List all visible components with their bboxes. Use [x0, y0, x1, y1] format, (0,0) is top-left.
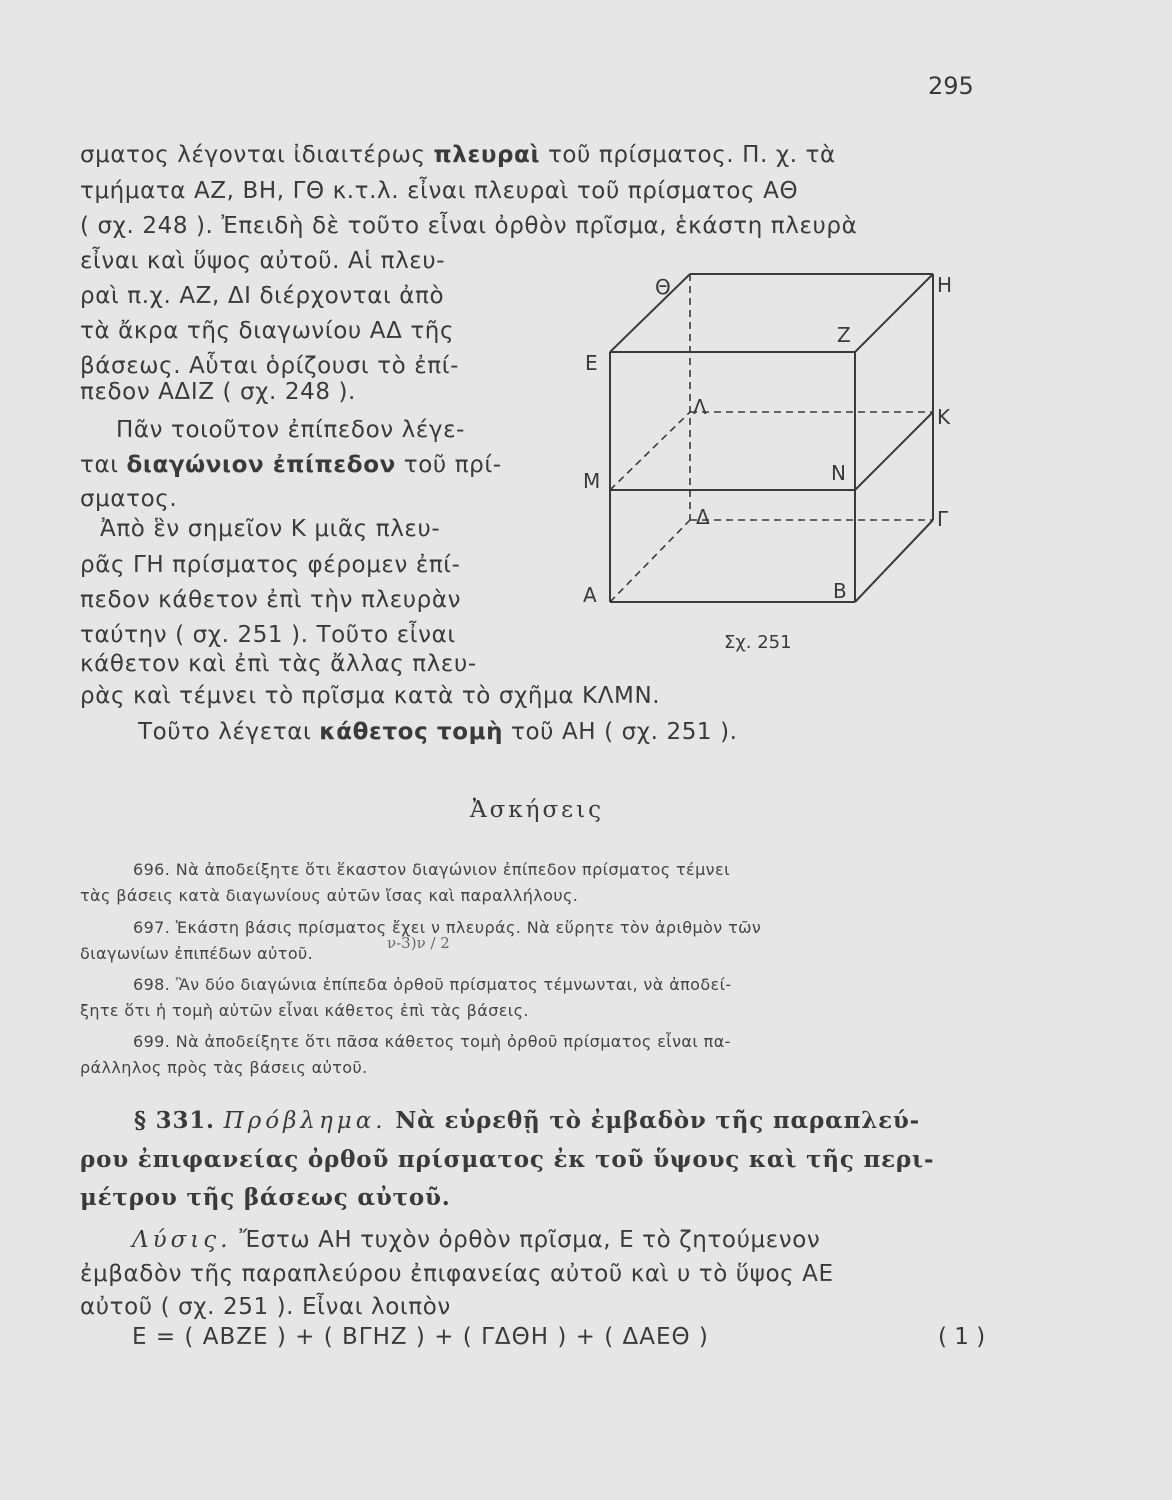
label-beta: Β: [833, 579, 847, 603]
label-nu: Ν: [831, 461, 846, 485]
text-line: τμήματα ΑΖ, ΒΗ, ΓΘ κ.τ.λ. εἶναι πλευραὶ τοῦ πρίσματος ΑΘ: [80, 178, 799, 204]
prism-figure: [575, 262, 975, 622]
section-title: μέτρου τῆς βάσεως αὐτοῦ.: [80, 1184, 451, 1211]
section-title: § 331. Πρόβλημα. Νὰ εὑρεθῇ τὸ ἐμβαδὸν τῆς παραπλεύ-: [134, 1107, 921, 1134]
page-number: 295: [928, 72, 974, 100]
text-line: κάθετον καὶ ἐπὶ τὰς ἄλλας πλευ-: [80, 651, 477, 677]
exercises-heading: Ἀσκήσεις: [470, 797, 604, 823]
label-theta: Θ: [655, 275, 671, 299]
text-line: ραὶ π.χ. ΑΖ, ΔΙ διέρχονται ἀπὸ: [80, 283, 445, 309]
exercise-text: ξητε ὅτι ἡ τομὴ αὐτῶν εἶναι κάθετος ἐπὶ τὰς βάσεις.: [80, 1001, 529, 1020]
figure-caption: Σχ. 251: [724, 632, 792, 653]
exercise-text: ράλληλος πρὸς τὰς βάσεις αὐτοῦ.: [80, 1058, 368, 1077]
text-line: Τοῦτο λέγεται κάθετος τομὴ τοῦ ΑΗ ( σχ. 251 ).: [138, 719, 738, 745]
exercise-text: 697. Ἑκάστη βάσις πρίσματος ἔχει ν πλευράς. Νὰ εὕρητε τὸν ἀριθμὸν τῶν: [133, 918, 762, 937]
text-line: τὰ ἄκρα τῆς διαγωνίου ΑΔ τῆς: [80, 318, 455, 344]
edge-ZH: [855, 274, 933, 352]
text-line: ταύτην ( σχ. 251 ). Τοῦτο εἶναι: [80, 622, 456, 648]
text-line: πεδον ΑΔΙΖ ( σχ. 248 ).: [80, 379, 356, 405]
text-line: Ἀπὸ ἓν σημεῖον Κ μιᾶς πλευ-: [100, 516, 441, 542]
exercise-text: 699. Νὰ ἀποδείξητε ὅτι πᾶσα κάθετος τομὴ ὀρθοῦ πρίσματος εἶναι πα-: [133, 1032, 731, 1051]
exercise-text: 698. Ἂν δύο διαγώνια ἐπίπεδα ὀρθοῦ πρίσματος τέμνωνται, νὰ ἀποδεί-: [133, 975, 732, 994]
text-line: βάσεως. Αὗται ὁρίζουσι τὸ ἐπί-: [80, 353, 459, 379]
edge-EThetaa: [610, 274, 690, 352]
label-alpha: Α: [583, 583, 597, 607]
text-line: πεδον κάθετον ἐπὶ τὴν πλευρὰν: [80, 587, 462, 613]
label-mu: Μ: [583, 469, 601, 493]
label-kappa: Κ: [937, 405, 951, 429]
label-gamma: Γ: [937, 507, 949, 531]
text-line: ( σχ. 248 ). Ἐπειδὴ δὲ τοῦτο εἶναι ὀρθὸν πρῖσμα, ἑκάστη πλευρὰ: [80, 213, 858, 239]
label-lambda: Λ: [693, 395, 707, 419]
equation: Ε = ( ΑΒΖΕ ) + ( ΒΓΗΖ ) + ( ΓΔΘΗ ) + ( ΔΑΕΘ ): [132, 1324, 709, 1350]
section-title: ρου ἐπιφανείας ὀρθοῦ πρίσματος ἐκ τοῦ ὕψους καὶ τῆς περι-: [80, 1146, 935, 1173]
exercise-text: 696. Νὰ ἀποδείξητε ὅτι ἕκαστον διαγώνιον ἐπίπεδον πρίσματος τέμνει: [133, 860, 730, 879]
hidden-edge-ADelta: [610, 520, 690, 602]
label-epsilon: Ε: [585, 351, 598, 375]
label-zeta: Ζ: [837, 323, 851, 347]
handwritten-note: ν-3)ν / 2: [387, 934, 450, 952]
hidden-edge-MLambda: [610, 412, 690, 490]
text-line: σματος.: [80, 486, 178, 512]
text-line: ται διαγώνιον ἐπίπεδον τοῦ πρί-: [80, 452, 502, 478]
equation-number: ( 1 ): [938, 1324, 986, 1350]
edge-NK: [855, 412, 933, 490]
text-line: Πᾶν τοιοῦτον ἐπίπεδον λέγε-: [116, 417, 466, 443]
label-eta: Η: [937, 273, 953, 297]
exercise-text: διαγωνίων ἐπιπέδων αὐτοῦ.: [80, 944, 314, 963]
text-line: ἐμβαδὸν τῆς παραπλεύρου ἐπιφανείας αὐτοῦ καὶ υ τὸ ὕψος ΑΕ: [80, 1261, 834, 1287]
text-line: ρᾶς ΓΗ πρίσματος φέρομεν ἐπί-: [80, 552, 461, 578]
text-line: σματος λέγονται ἰδιαιτέρως πλευραὶ τοῦ πρίσματος. Π. χ. τὰ: [80, 142, 836, 168]
text-line: Λύσις. Ἔστω ΑΗ τυχὸν ὀρθὸν πρῖσμα, Ε τὸ ζητούμενον: [132, 1227, 821, 1253]
text-line: αὐτοῦ ( σχ. 251 ). Εἶναι λοιπὸν: [80, 1294, 451, 1320]
exercise-text: τὰς βάσεις κατὰ διαγωνίους αὐτῶν ἴσας καὶ παραλλήλους.: [80, 886, 579, 905]
text-line: εἶναι καὶ ὕψος αὐτοῦ. Αἱ πλευ-: [80, 248, 446, 274]
edge-BGamma: [855, 520, 933, 602]
text-line: ρὰς καὶ τέμνει τὸ πρῖσμα κατὰ τὸ σχῆμα ΚΛΜΝ.: [80, 683, 661, 709]
label-delta: Δ: [696, 505, 710, 529]
